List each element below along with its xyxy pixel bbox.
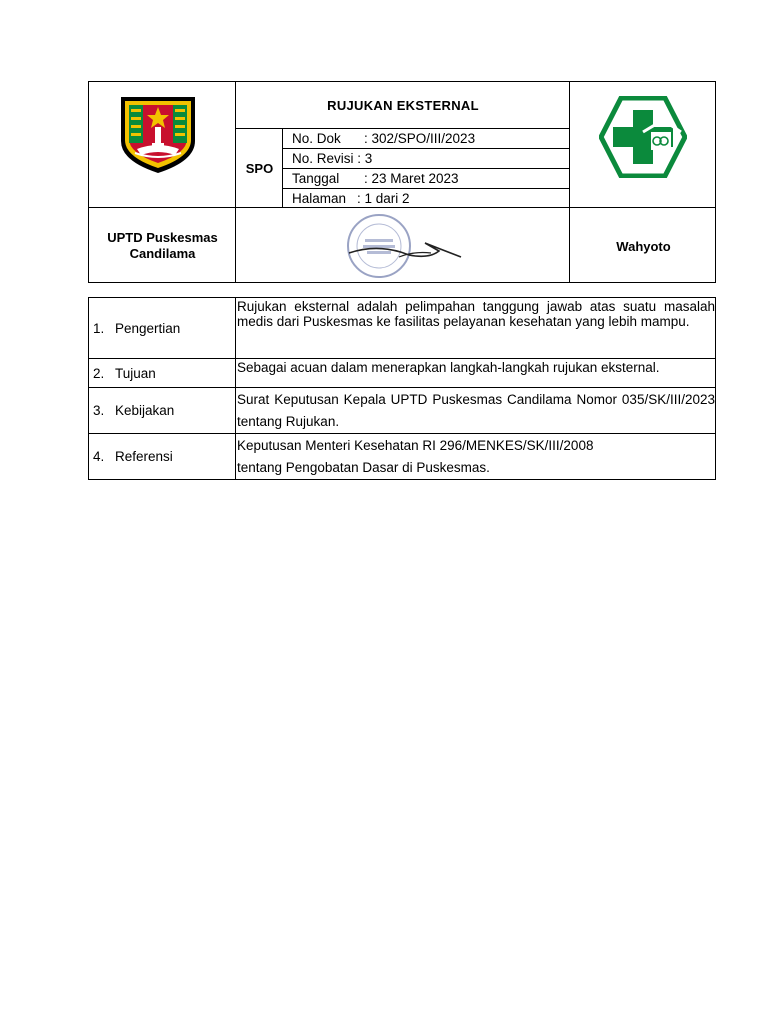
spo-label: SPO bbox=[245, 161, 274, 176]
section-label-pengertian: 1. Pengertian bbox=[93, 320, 181, 336]
meta-doc-number: No. Dok : 302/SPO/III/2023 bbox=[292, 131, 476, 146]
section-text-pengertian: Rujukan eksternal adalah pelimpahan tanggung jawab atas suatu masalah medis dari Puskesmas ke fasilitas pelayanan kesehatan yang lebih mampu. bbox=[237, 299, 715, 329]
organization-name: UPTD Puskesmas Candilama bbox=[107, 230, 218, 261]
section-label-tujuan: 2. Tujuan bbox=[93, 365, 156, 381]
meta-page: Halaman : 1 dari 2 bbox=[292, 191, 410, 206]
puskesmas-logo-icon bbox=[599, 96, 687, 178]
head-name: Wahyoto bbox=[616, 238, 671, 254]
section-text-tujuan: Sebagai acuan dalam menerapkan langkah-langkah rujukan eksternal. bbox=[237, 360, 660, 375]
procedure-table bbox=[88, 297, 716, 480]
document-title: RUJUKAN EKSTERNAL bbox=[327, 98, 479, 113]
header-table bbox=[88, 81, 716, 283]
official-stamp-signature bbox=[339, 213, 469, 279]
meta-date: Tanggal : 23 Maret 2023 bbox=[292, 171, 459, 186]
section-text-kebijakan: Surat Keputusan Kepala UPTD Puskesmas Candilama Nomor 035/SK/III/2023 tentang Rujukan. bbox=[237, 392, 715, 429]
section-label-kebijakan: 3. Kebijakan bbox=[93, 403, 175, 418]
meta-revision: No. Revisi : 3 bbox=[292, 151, 373, 166]
section-text-referensi: Keputusan Menteri Kesehatan RI 296/MENKES/SK/III/2008 tentang Pengobatan Dasar di Puskesmas. bbox=[237, 438, 594, 475]
section-label-referensi: 4. Referensi bbox=[93, 449, 173, 464]
semarang-city-emblem-icon bbox=[119, 95, 197, 175]
